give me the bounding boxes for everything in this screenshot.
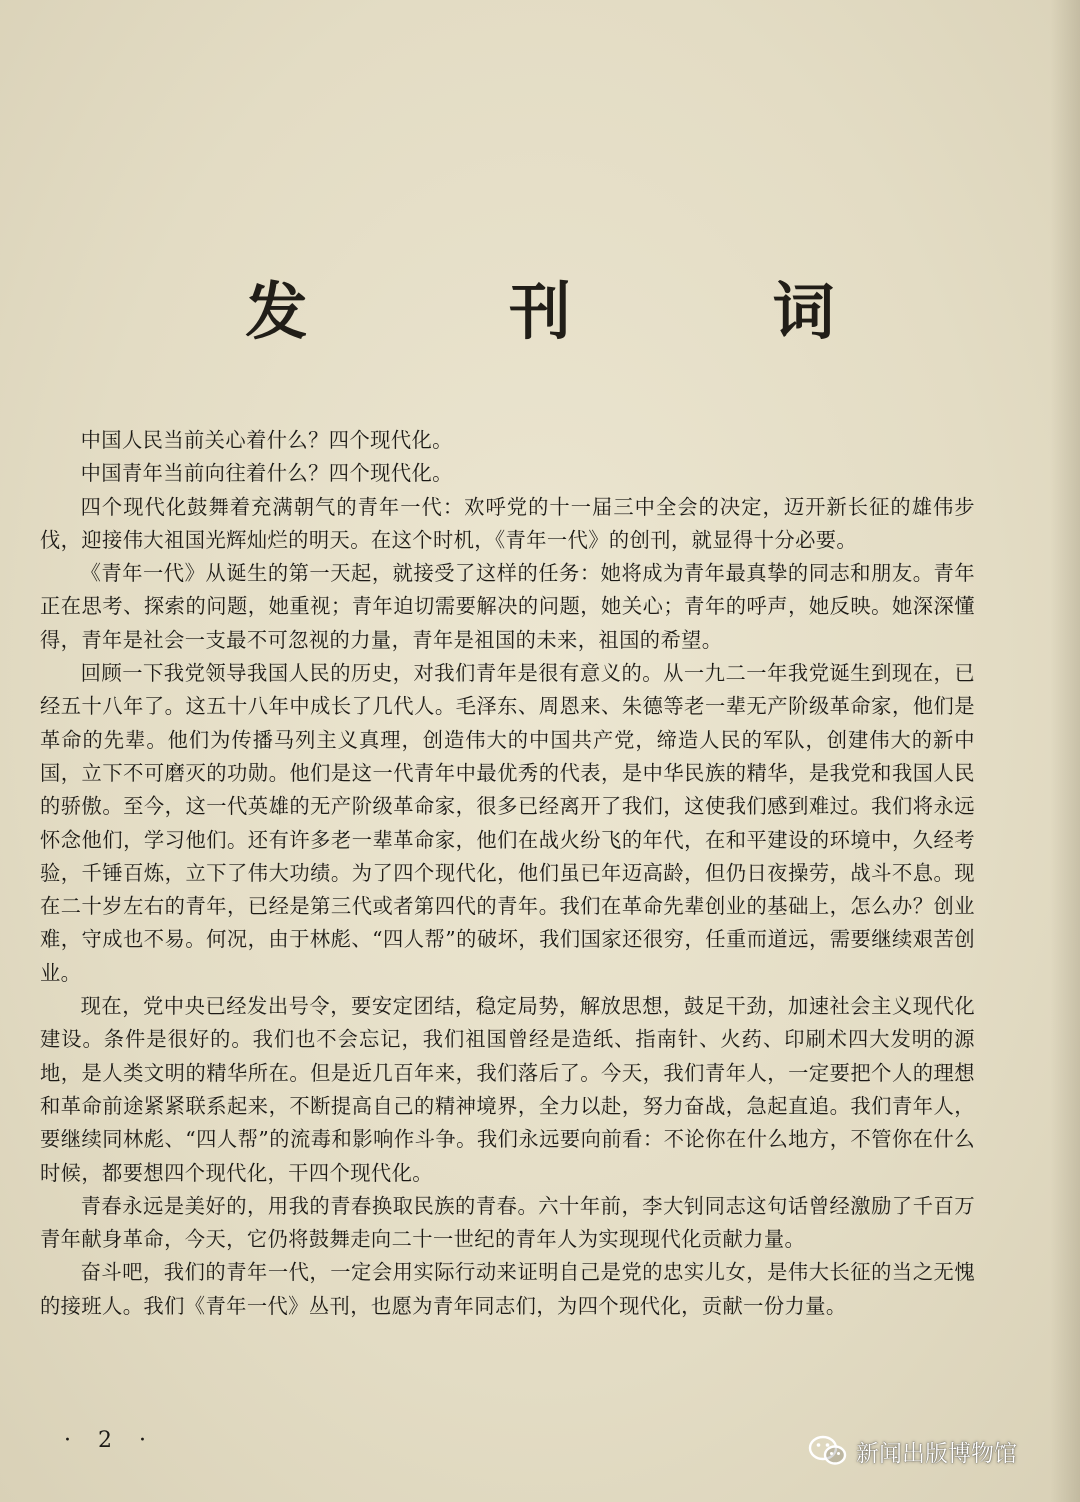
wechat-icon — [808, 1434, 848, 1468]
watermark — [808, 1434, 1017, 1468]
paragraph-3: 四个现代化鼓舞着充满朝气的青年一代：欢呼党的十一届三中全会的决定，迈开新长征的雄伟步伐，迎接伟大祖国光辉灿烂的明天。在这个时机，《青年一代》的创刊，就显得十分必要。 — [40, 494, 975, 552]
paragraph-1: 中国人民当前关心着什么？四个现代化。 — [80, 428, 453, 452]
article-body — [40, 424, 975, 1323]
paragraph-2: 中国青年当前向往着什么？四个现代化。 — [80, 461, 453, 486]
paragraph-7: 青春永远是美好的，用我的青春换取民族的青春。六十年前，李大钊同志这句话曾经激励了千百万青年献身革命，今天，它仍将鼓舞走向二十一世纪的青年人为实现现代化贡献力量。 — [40, 1193, 975, 1252]
watermark-text: 新闻出版博物馆 — [856, 1440, 1017, 1467]
paragraph-4: 《青年一代》从诞生的第一天起，就接受了这样的任务：她将成为青年最真挚的同志和朋友。青年正在思考、探索的问题，她重视；青年迫切需要解决的问题，她关心；青年的呼声，她反映。她深深懂得，青年是社会一支最不可忽视的力量，青年是祖国的未来，祖国的希望。 — [40, 561, 975, 652]
paragraph-8: 奋斗吧，我们的青年一代，一定会用实际行动来证明自己是党的忠实儿女，是伟大长征的当之无愧的接班人。我们《青年一代》丛刊，也愿为青年同志们，为四个现代化，贡献一份力量。 — [40, 1260, 975, 1318]
page-edge-shadow — [1050, 0, 1080, 1502]
page-title: 发 刊 词 — [245, 275, 925, 348]
paragraph-5: 回顾一下我党领导我国人民的历史，对我们青年是很有意义的。从一九二一年我党诞生到现在，已经五十八年了。这五十八年中成长了几代人。毛泽东、周恩来、朱德等老一辈无产阶级革命家，他们是革命的先辈。他们为传播马列主义真理，创造伟大的中国共产党，缔造人民的军队，创建伟大的新中国，立下不可磨灭的功勋。他们是这一代青年中最优秀的代表，是中华民族的精华，是我党和我国人民的骄傲。至今，这一代英雄的无产阶级革命家，很多已经离开了我们，这使我们感到难过。我们将永远怀念他们，学习他们。还有许多老一辈革命家，他们在战火纷飞的年代，在和平建设的环境中，久经考验，千锤百炼，立下了伟大功绩。为了四个现代化，他们虽已年迈高龄，但仍日夜操劳，战斗不息。现在二十岁左右的青年，已经是第三代或者第四代的青年。我们在革命先辈创业的基础上，怎么办？创业难，守成也不易。何况，由于林彪、“四人帮”的破坏，我们国家还很穷，任重而道远，需要继续艰苦创业。 — [40, 661, 975, 985]
page-number: · 2 · — [64, 1428, 156, 1453]
paragraph-6: 现在，党中央已经发出号令，要安定团结，稳定局势，解放思想，鼓足干劲，加速社会主义现代化建设。条件是很好的。我们也不会忘记，我们祖国曾经是造纸、指南针、火药、印刷术四大发明的源地，是人类文明的精华所在。但是近几百年来，我们落后了。今天，我们青年人，一定要把个人的理想和革命前途紧紧联系起来，不断提高自己的精神境界，全力以赴，努力奋战，急起直追。我们青年人，要继续同林彪、“四人帮”的流毒和影响作斗争。我们永远要向前看：不论你在什么地方，不管你在什么时候，都要想四个现代化，干四个现代化。 — [40, 994, 975, 1185]
